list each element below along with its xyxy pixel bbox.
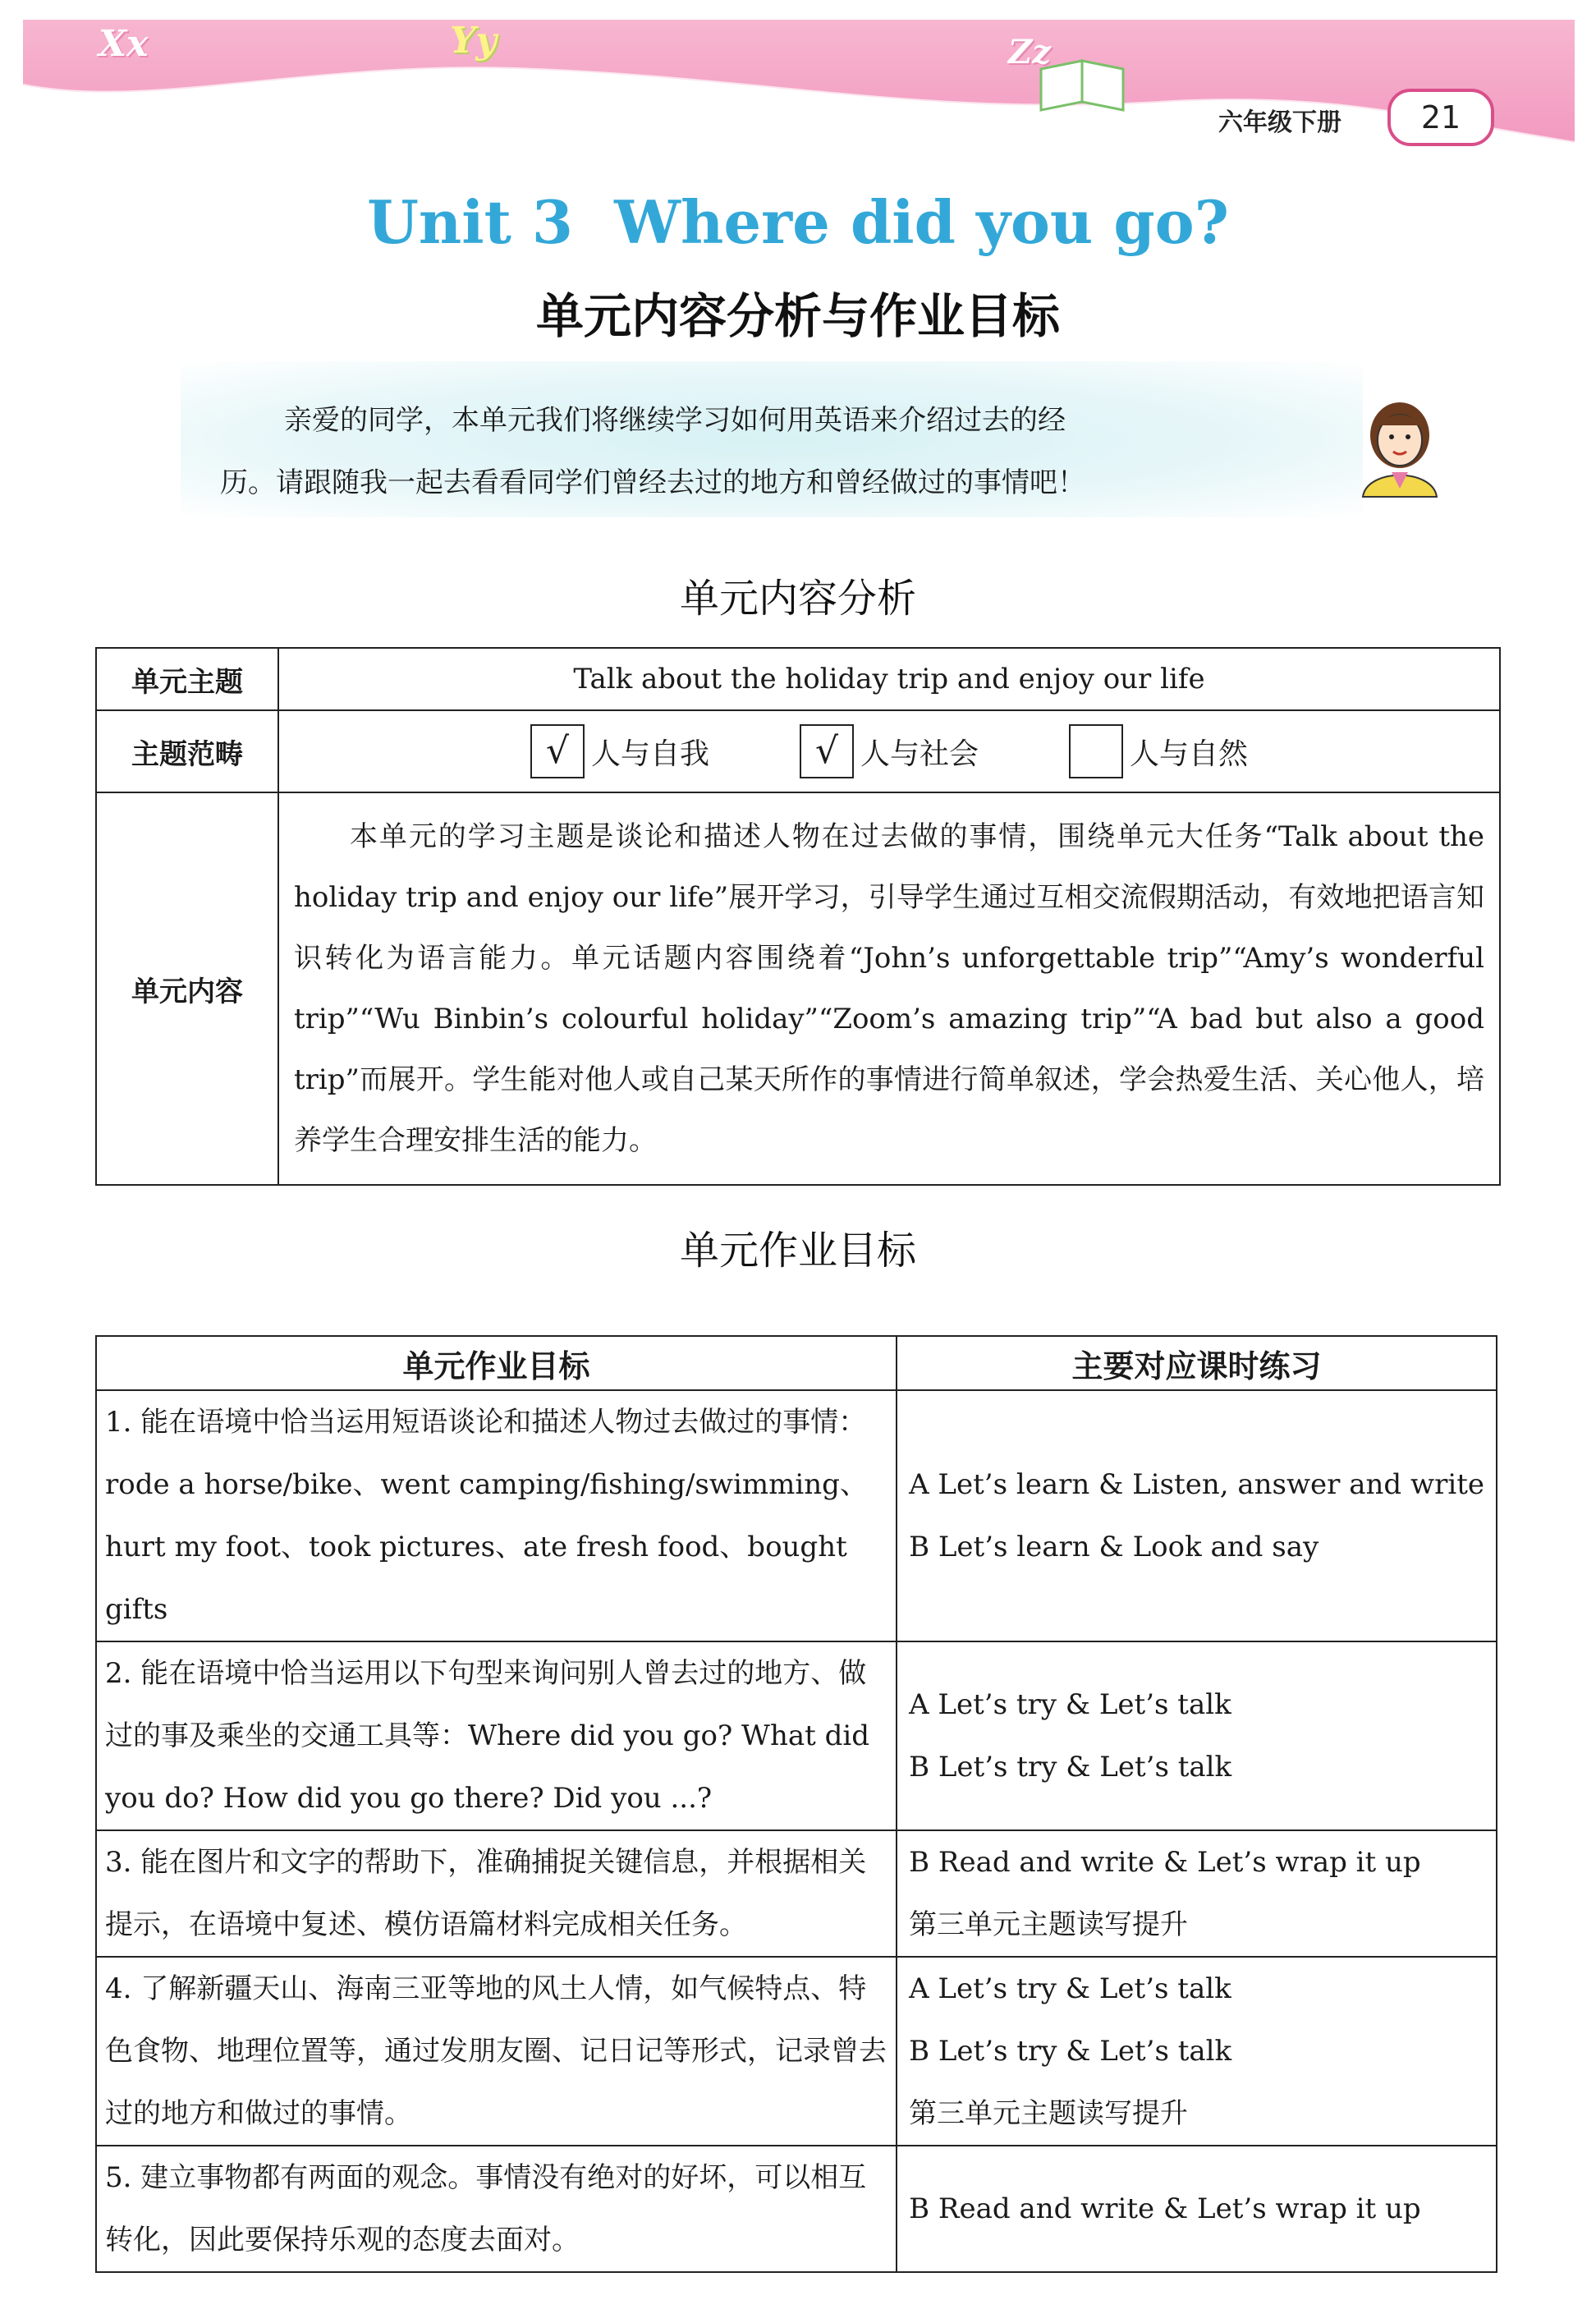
goal-practice [897,2146,1497,2272]
practice-item: A Let’s try & Let’s talk [909,1972,1231,2005]
goal-row [96,1390,1497,1641]
analysis-section-title: 单元内容分析 [679,576,916,622]
scope-label-nature: 人与自然 [1130,737,1249,771]
content-text: 本单元的学习主题是谈论和描述人物在过去做的事情，围绕单元大任务“Talk about the holiday trip and enjoy our life”展开学习，引导学生通过互相交流假期活动，有效地把语言知识转化为语言能力。单元话题内容围绕着“John’s unforgettable trip”“Amy’s wonderful trip”“Wu Binbin’s colourful holiday”“Zoom’s amazing trip”“A bad but also a good trip”而展开。学生能对他人或自己某天所作的事情进行简单叙述，学会热爱生活、关心他人，培养学生合理安排生活的能力。 [278,792,1500,1185]
scope-label-self: 人与自我 [590,737,709,771]
deco-letter-x: Xx [99,23,149,65]
deco-letter-z: Zz [1008,33,1051,71]
teacher-illustration [1346,386,1453,501]
intro-line-2: 历。请跟随我一起去看看同学们曾经去过的地方和曾经做过的事情吧！ [220,466,1085,499]
scope-checkbox-nature [1069,724,1123,778]
grade-label: 六年级下册 [1218,108,1341,137]
page-subtitle: 单元内容分析与作业目标 [535,288,1060,344]
content-label: 单元内容 [96,792,278,1185]
goal-text: 4. 了解新疆天山、海南三亚等地的风土人情，如气候特点、特色食物、地理位置等，通过发朋友圈、记日记等形式，记录曾去过的地方和做过的事情。 [96,1957,897,2146]
goal-text: 3. 能在图片和文字的帮助下，准确捕捉关键信息，并根据相关提示，在语境中复述、模仿语篇材料完成相关任务。 [96,1830,897,1957]
practice-item: 第三单元主题读写提升 [909,1908,1189,1941]
goal-row [96,1957,1497,2146]
book-icon [1041,61,1123,110]
goal-practice [897,1830,1497,1957]
goal-text: 5. 建立事物都有两面的观念。事情没有绝对的好坏，可以相互转化，因此要保持乐观的态度去面对。 [96,2146,897,2272]
header-band [23,20,1575,143]
scope-row [96,710,1500,792]
practice-item: 第三单元主题读写提升 [909,2097,1189,2130]
scope-label: 主题范畴 [96,710,278,792]
goal-text: 2. 能在语境中恰当运用以下句型来询问别人曾去过的地方、做过的事及乘坐的交通工具等：Where did you go? What did you do? How did you go there? Did you ...? [96,1641,897,1830]
scope-checkbox-society: √ [800,724,854,778]
unit-title: Unit 3 Where did you go? [367,187,1229,257]
goal-practice [897,1390,1497,1641]
scope-label-society: 人与社会 [860,737,979,771]
goal-row [96,1830,1497,1957]
practice-item: B Read and write & Let’s wrap it up [909,1846,1421,1879]
practice-item: B Let’s try & Let’s talk [909,1751,1232,1784]
content-row [96,792,1500,1185]
goal-text: 1. 能在语境中恰当运用短语谈论和描述人物过去做过的事情：rode a horse/bike、went camping/fishing/swimming、hurt my foot、took pictures、ate fresh food、bought gifts [96,1390,897,1641]
goals-col1-header: 单元作业目标 [96,1336,897,1390]
goals-col2-header: 主要对应课时练习 [897,1336,1497,1390]
theme-label: 单元主题 [96,648,278,710]
header-wave [23,20,1575,143]
practice-item: B Read and write & Let’s wrap it up [909,2192,1421,2225]
deco-letter-y: Yy [450,20,497,62]
goal-row [96,1641,1497,1830]
practice-item: A Let’s try & Let’s talk [909,1688,1231,1721]
goals-table [95,1335,1497,2273]
theme-row [96,648,1500,710]
scope-options [278,710,1500,792]
intro-line-1: 亲爱的同学，本单元我们将继续学习如何用英语来介绍过去的经 [284,404,1066,437]
practice-item: A Let’s learn & Listen, answer and write [909,1468,1484,1501]
analysis-table [95,647,1501,1186]
page-number: 21 [1387,89,1494,146]
practice-item: B Let’s try & Let’s talk [909,2035,1232,2068]
goal-row [96,2146,1497,2272]
practice-item: B Let’s learn & Look and say [909,1531,1319,1563]
goal-practice [897,1957,1497,2146]
scope-checkbox-self: √ [530,724,585,778]
goals-section-title: 单元作业目标 [679,1228,916,1274]
theme-value: Talk about the holiday trip and enjoy our life [278,648,1500,710]
goal-practice [897,1641,1497,1830]
goals-header-row [96,1336,1497,1390]
